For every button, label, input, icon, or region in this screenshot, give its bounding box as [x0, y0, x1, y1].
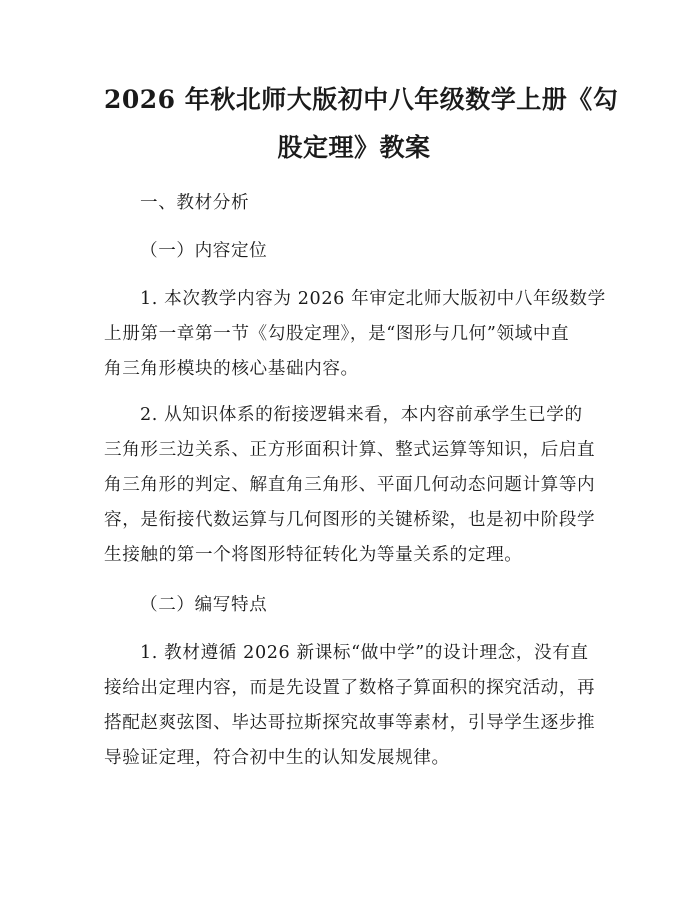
- section-heading-text: 一、教材分析: [140, 193, 250, 213]
- paragraph-3-line-2: 接给出定理内容，而是先设置了数格子算面积的探究活动，再: [104, 678, 596, 698]
- paragraph-2-line-5: 生接触的第一个将图形特征转化为等量关系的定理。: [104, 545, 523, 565]
- paragraph-1-line-2: 上册第一章第一节《勾股定理》，是“图形与几何”领域中直: [104, 324, 570, 344]
- title-line-1: 2026 年秋北师大版初中八年级数学上册《勾: [104, 85, 619, 114]
- paragraph-2-line-3: 角三角形的判定、解直角三角形、平面几何动态问题计算等内: [104, 475, 596, 495]
- paragraph-3-line-1: 1. 教材遵循 2026 新课标“做中学”的设计理念，没有直: [140, 643, 589, 663]
- subsection-heading-content-positioning: [104, 234, 604, 269]
- document-title: [104, 76, 619, 172]
- paragraph-1-line-1: 1. 本次教学内容为 2026 年审定北师大版初中八年级数学: [140, 289, 606, 309]
- paragraph-2-line-4: 容，是衔接代数运算与几何图形的关键桥梁，也是初中阶段学: [104, 510, 596, 530]
- paragraph-1: [104, 282, 604, 387]
- title-line-2: 股定理》教案: [277, 133, 431, 162]
- paragraph-2-line-2: 三角形三边关系、正方形面积计算、整式运算等知识，后启直: [104, 440, 596, 460]
- subsection-heading-text: （二）编写特点: [140, 595, 268, 615]
- section-heading-teaching-material-analysis: [104, 186, 604, 221]
- paragraph-1-line-3: 角三角形模块的核心基础内容。: [104, 359, 359, 379]
- subsection-heading-writing-features: [104, 588, 604, 623]
- paragraph-3-line-3: 搭配赵爽弦图、毕达哥拉斯探究故事等素材，引导学生逐步推: [104, 713, 596, 733]
- paragraph-3: [104, 636, 604, 776]
- paragraph-3-line-4: 导验证定理，符合初中生的认知发展规律。: [104, 748, 450, 768]
- paragraph-2: [104, 398, 604, 573]
- subsection-heading-text: （一）内容定位: [140, 241, 268, 261]
- paragraph-2-line-1: 2. 从知识体系的衔接逻辑来看，本内容前承学生已学的: [140, 405, 583, 425]
